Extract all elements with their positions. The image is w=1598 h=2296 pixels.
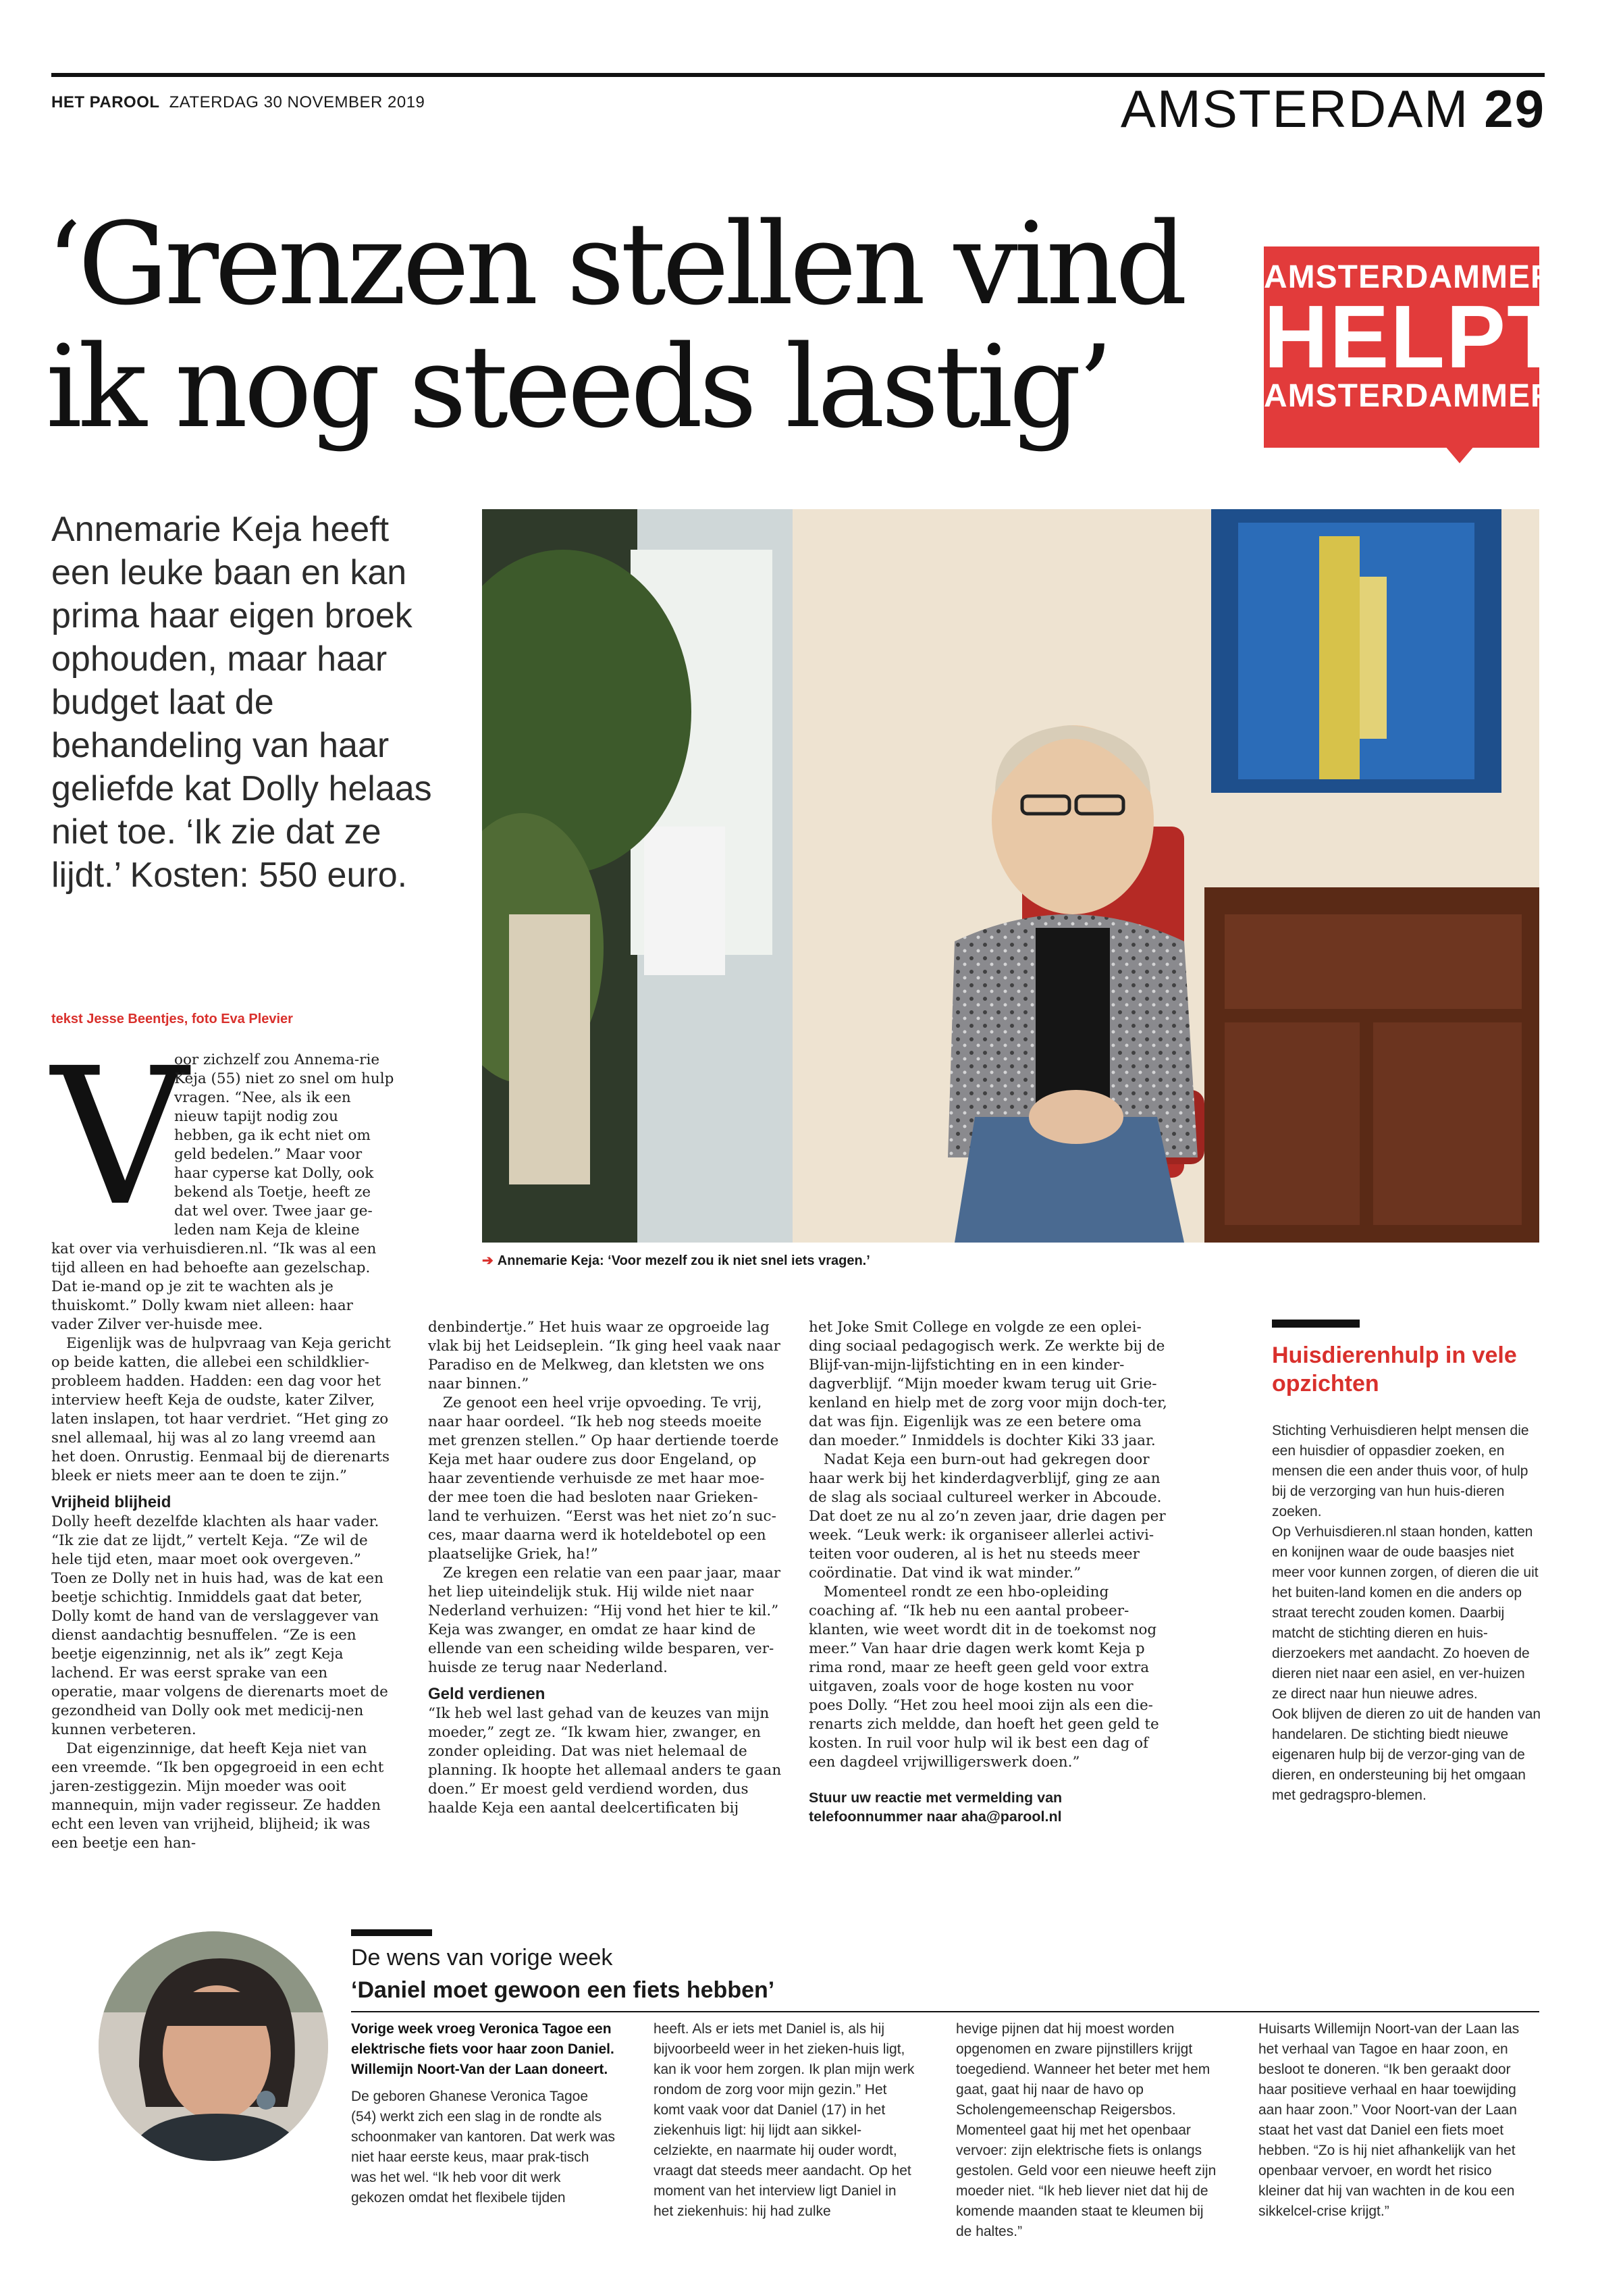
article-paragraph: Dat eigenzinnige, dat heeft Keja niet van een vreemde. “Ik ben opgegroeid in een echt jaren-zestiggezin. Mijn moeder was ooit mannequin, mijn vader regisseur. Ze hadden echt een leven van vrijheid, blijheid; ik was een beetje een han- <box>51 1740 384 1852</box>
article-photo <box>482 509 1539 1243</box>
intro-text: Annemarie Keja heeft een leuke baan en kan prima haar eigen broek ophouden, maar haar budget laat de behandeling van haar geliefde kat Dolly helaas niet toe. ‘Ik zie dat ze lijdt.’ Kosten: 550 euro. <box>51 510 432 895</box>
subheading: Geld verdienen <box>428 1685 545 1703</box>
issue-date: ZATERDAG 30 NOVEMBER 2019 <box>169 93 425 111</box>
caption-arrow-icon: ➔ <box>482 1253 494 1268</box>
bottom-paragraph: Huisarts Willemijn Noort-van der Laan las het verhaal van Tagoe en haar zoon, en besloot te doneren. “Ik ben geraakt door haar positieve verhaal en haar toewijding aan haar zoon.” Voor Noort-van der Laan staat het vast dat Daniel een fiets moet hebben. “Zo is hij niet afhankelijk van het openbaar vervoer, en wordt het risico kleiner dat hij van wachten in de kou een sikkelcel-crise krijgt.” <box>1258 2021 1520 2219</box>
bottom-column-3 <box>956 2019 1222 2242</box>
bottom-rule <box>351 1929 432 1936</box>
rubric-badge <box>1264 246 1563 448</box>
bottom-column-1 <box>351 2019 617 2208</box>
article-paragraph: oor zichzelf zou Annema-rie Keja (55) niet zo snel om hulp vragen. “Nee, als ik een nieuw tapijt nodig zou hebben, ga ik echt niet om geld bedelen.” Maar voor haar cyperse kat Dolly, ook bekend als Toetje, heeft ze dat wel over. Twee jaar ge-leden nam Keja de kleine <box>174 1051 394 1238</box>
article-paragraph: denbindertje.” Het huis waar ze opgroeide lag vlak bij het Leidseplein. “Ik ging heel vaak naar Paradiso en de Melkweg, dan kletsten we ons naar binnen.” <box>428 1319 780 1392</box>
article-paragraph: Eigenlijk was de hulpvraag van Keja gericht op beide katten, die allebei een schildklier-probleem hadden. Hadden: een dag voor het interview heeft Keja de oudste, kater Zilver, laten inslapen, tot haar verdriet. “Het ging zo snel allemaal, hij was al zo lang vreemd aan het doen. Onrustig. Eenmaal bij de dierenarts bleek er niets meer aan te doen te zijn.” <box>51 1335 391 1484</box>
article-column-2 <box>428 1318 787 1818</box>
bottom-column-4 <box>1258 2019 1535 2222</box>
section-header <box>1120 79 1545 138</box>
masthead <box>51 93 425 112</box>
headline-line-1: ‘Grenzen stellen vind <box>46 198 1184 330</box>
portrait-photo <box>99 1931 328 2161</box>
photo-illustration <box>482 509 1539 1243</box>
drop-cap: V <box>51 1028 188 1248</box>
sidebar-rule <box>1272 1320 1360 1328</box>
bottom-paragraph: hevige pijnen dat hij moest worden opgenomen en zware pijnstillers krijgt toegediend. Wanneer het beter met hem gaat, gaat hij naar de havo op Scholengemeenschap Reigersbos. Momenteel gaat hij met het openbaar vervoer: zijn elektrische fiets is onlangs gestolen. Geld voor een nieuwe heeft zijn moeder niet. “Ik heb liever niet dat hij de komende maanden staat te kleumen bij de haltes.” <box>956 2021 1217 2239</box>
header-rule <box>51 73 1545 77</box>
bottom-divider <box>351 2011 1539 2012</box>
byline: tekst Jesse Beentjes, foto Eva Plevier <box>51 1012 293 1026</box>
photo-caption <box>482 1252 870 1269</box>
headline-line-2: ik nog steeds lastig’ <box>46 321 1110 453</box>
badge-line-3: AMSTERDAMMER <box>1264 378 1555 414</box>
article-column-1-top <box>174 1051 394 1240</box>
badge-line-1: AMSTERDAMMER <box>1264 259 1555 295</box>
article-paragraph: “Ik heb wel last gehad van de keuzes van mijn moeder,” zegt ze. “Ik kwam hier, zwanger, en zonder opleiding. Dat was niet helemaal de planning. Ik hoopte het allemaal anders te gaan doen.” Er moest geld verdiend worden, dus haalde Keja een aantal deelcertificaten bij <box>428 1705 782 1817</box>
article-paragraph: Ze kregen een relatie van een paar jaar, maar het liep uiteindelijk stuk. Hij wilde niet naar Nederland verhuizen: “Hij vond het hier te kil.” Keja was zwanger, en omdat ze haar kind de ellende van een scheiding wilde besparen, ver-huisde ze terug naar Nederland. <box>428 1565 781 1676</box>
sidebar-paragraph: Stichting Verhuisdieren helpt mensen die een huisdier of oppasdier zoeken, en mensen die een ander thuis voor, of hulp bij de verzorging van hun huis-dieren zoeken. <box>1272 1423 1529 1519</box>
sidebar-body <box>1272 1421 1542 1806</box>
section-name: AMSTERDAM <box>1120 79 1470 138</box>
article-column-1 <box>51 1240 396 1853</box>
bottom-paragraph: heeft. Als er iets met Daniel is, als hij bijvoorbeeld weer in het zieken-huis ligt, kan ik voor hem zorgen. Ik plan mijn werk rondom de zorg voor mijn gezin.” Het komt vaak voor dat Daniel (17) in het ziekenhuis ligt: hij lijdt aan sikkel-celziekte, en naarmate hij ouder wordt, vraagt dat steeds meer aandacht. Op het moment van het interview ligt Daniel in het ziekenhuis: hij had zulke <box>654 2021 915 2219</box>
bottom-title: ‘Daniel moet gewoon een fiets hebben’ <box>351 1977 775 2003</box>
article-paragraph: Ze genoot een heel vrije opvoeding. Te vrij, naar haar oordeel. “Ik heb nog steeds moeite met grenzen stellen.” Op haar dertiende toerde Keja met haar oudere zus door Engeland, op haar zeventiende verhuisde ze met haar moe-der mee toen die had besloten naar Grieken-land te verhuizen. “Eerst was het niet zo’n suc-ces, maar daarna werd ik hoteldebotel op een plaatselijke Griek, ha!” <box>428 1394 779 1563</box>
sidebar-title: Huisdierenhulp in vele opzichten <box>1272 1342 1517 1397</box>
sidebar-paragraph: Ook blijven de dieren zo uit de handen van handelaren. De stichting biedt nieuwe eigenaren hulp bij de verzor-ging van de dieren, en ondersteuning bij het omgaan met gedragspro-blemen. <box>1272 1706 1541 1803</box>
headline <box>46 198 1275 453</box>
badge-line-2: HELPT <box>1264 287 1563 386</box>
reaction-note: Stuur uw reactie met vermelding van telefoonnummer naar aha@parool.nl <box>809 1790 1063 1825</box>
page-number: 29 <box>1484 79 1545 138</box>
article-paragraph: Dolly heeft dezelfde klachten als haar vader. “Ik zie dat ze lijdt,” vertelt Keja. “Ze wil de hele tijd eten, maar moet ook overgeven.” Toen ze Dolly net in huis had, was de kat een beetje schichtig. Inmiddels gaat dat beter, Dolly komt de hand van de verslaggever van dienst aandachtig besnuffelen. “Ze is een beetje eigenzinnig, net als ik” zegt Keja lachend. Er was eerst sprake van een operatie, maar volgens de dierenarts moet de gezondheid van Dolly ook met medicij-nen kunnen verbeteren. <box>51 1513 388 1738</box>
bottom-lead: Vorige week vroeg Veronica Tagoe een elektrische fiets voor haar zoon Daniel. Willemijn Noort-Van der Laan doneert. <box>351 2021 614 2077</box>
bottom-kicker: De wens van vorige week <box>351 1945 613 1971</box>
sidebar-paragraph: Op Verhuisdieren.nl staan honden, katten en konijnen waar de oude baasjes niet meer voor kunnen zorgen, of dieren die uit het buiten-land komen en die anders op straat terecht zouden komen. Daarbij matcht de stichting dieren en huis-dierzoekers met aandacht. Zo hoeven de dieren niet naar een asiel, en ver-huizen ze direct naar hun nieuwe adres. <box>1272 1524 1539 1702</box>
article-paragraph: Momenteel rondt ze een hbo-opleiding coaching af. “Ik heb nu een aantal probeer-klanten, wie weet wordt dit in de toekomst nog meer.” Van haar drie dagen werk komt Keja p rima rond, maar ze heeft geen geld voor extra uitgaven, zoals voor de hoge kosten nu voor poes Dolly. “Het zou heel mooi zijn als een die-renarts zich meldde, dan hoeft het geen geld te kosten. In ruil voor hulp wil ik best een dag of een dagdeel vrijwilligerswerk doen.” <box>809 1584 1159 1771</box>
article-column-3 <box>809 1318 1168 1826</box>
article-paragraph: Nadat Keja een burn-out had gekregen door haar werk bij het kinderdagverblijf, ging ze aan de slag als sociaal cultureel werker in Abcoude. Dat doet ze nu al zo’n zeven jaar, drie dagen per week. “Leuk werk: ik organiseer allerlei activi-teiten voor ouderen, al is het nu steeds meer coördinatie. Dat vind ik wat minder.” <box>809 1451 1166 1582</box>
article-paragraph: het Joke Smit College en volgde ze een oplei-ding sociaal pedagogisch werk. Ze werkte bij de Blijf-van-mijn-lijfstichting en in een kinder-dagverblijf. “Mijn moeder kwam terug uit Grie-kenland en hielp met de zorg voor mijn doch-ter, dat was fijn. Eigenlijk was ze een betere oma dan moeder.” Inmiddels is dochter Kiki 33 jaar. <box>809 1319 1167 1449</box>
caption-text: Annemarie Keja: ‘Voor mezelf zou ik niet snel iets vragen.’ <box>497 1253 870 1268</box>
article-paragraph: kat over via verhuisdieren.nl. “Ik was al een tijd alleen en had behoefte aan gezelschap. Dat ie-mand op je zit te wachten als je thuiskomt.” Dolly kwam niet alleen: haar vader Zilver ver-huisde mee. <box>51 1241 377 1333</box>
paper-name: HET PAROOL <box>51 93 160 111</box>
subheading: Vrijheid blijheid <box>51 1493 171 1511</box>
portrait-illustration <box>99 1931 328 2161</box>
bottom-paragraph: De geboren Ghanese Veronica Tagoe (54) werkt zich een slag in de rondte als schoonmaker van kantoren. Dat werk was niet haar eerste keus, maar prak-tisch was het wel. “Ik heb voor dit werk gekozen omdat het flexibele tijden <box>351 2089 616 2206</box>
badge-pointer <box>1445 446 1474 463</box>
bottom-column-2 <box>654 2019 920 2222</box>
